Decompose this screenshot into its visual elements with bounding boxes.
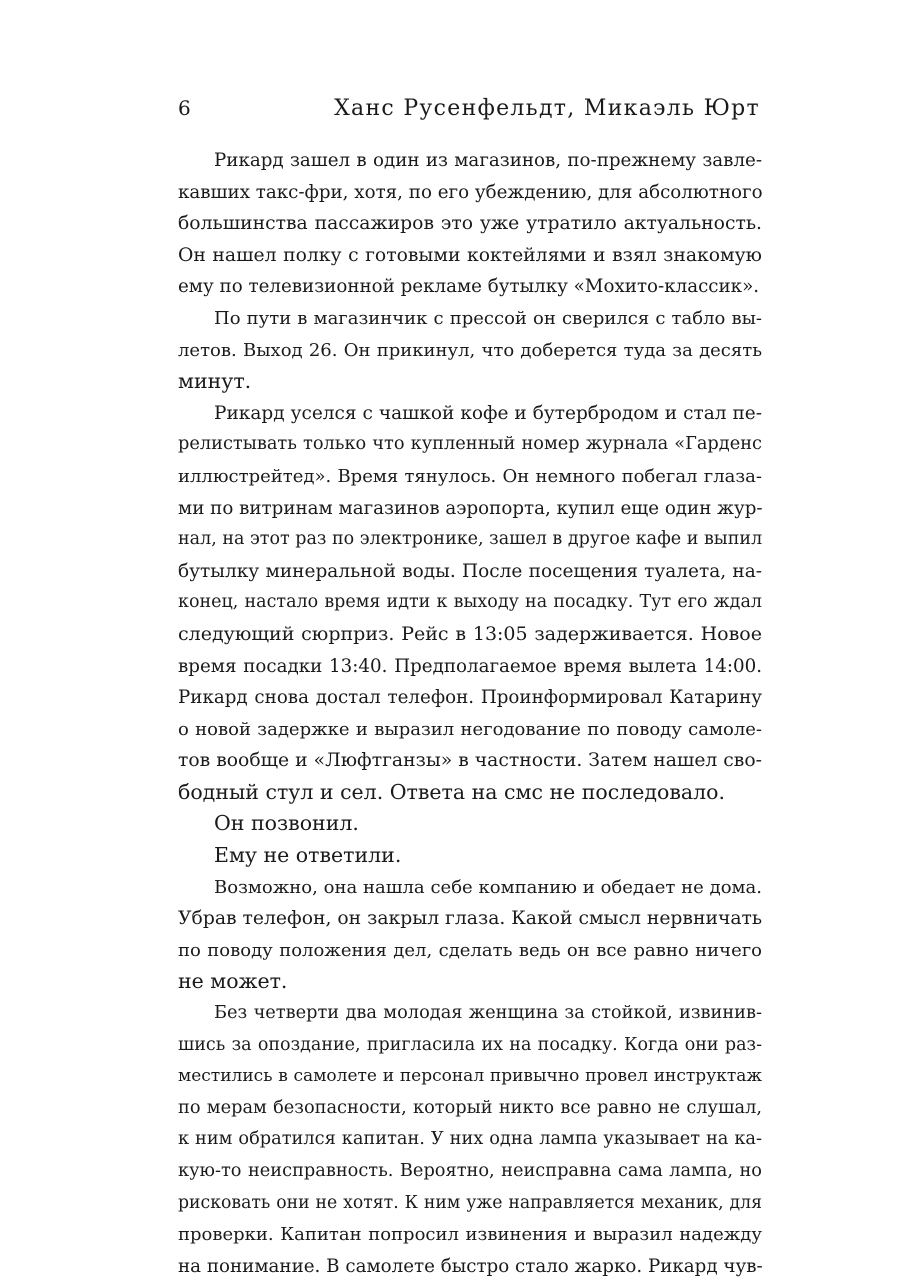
text-line: Он нашел полку с готовыми коктейлями и взял знакомую <box>178 244 762 266</box>
body-text <box>178 145 762 1282</box>
text-line: тов вообще и «Люфтганзы» в частности. Затем нашел сво- <box>178 750 762 772</box>
text-line: По пути в магазинчик с прессой он сверился с табло вы- <box>214 307 762 329</box>
text-line: Возможно, она нашла себе компанию и обедает не дома. <box>214 876 762 898</box>
text-line: летов. Выход 26. Он прикинул, что доберется туда за десять <box>178 339 762 361</box>
text-line: по поводу положения дел, сделать ведь он все равно ничего <box>178 939 762 961</box>
text-line: Ему не ответили. <box>214 843 402 868</box>
text-line: рисковать они не хотят. К ним уже направляется механик, для <box>178 1192 762 1213</box>
text-line: кавших такс-фри, хотя, по его убеждению, для абсолютного <box>178 181 763 203</box>
text-line: кую-то неисправность. Вероятно, неисправна сама лампа, но <box>178 1161 762 1181</box>
text-line: время посадки 13:40. Предполагаемое время вылета 14:00. <box>178 655 762 677</box>
text-line: релистывать только что купленный номер журнала «Гарденс <box>178 434 762 455</box>
text-line: ми по витринам магазинов аэропорта, купил еще один жур- <box>178 497 763 519</box>
page-number: 6 <box>178 96 191 120</box>
text-line: большинства пассажиров это уже утратило актуальность. <box>178 213 762 235</box>
text-line: по мерам безопасности, который никто все равно не слушал, <box>178 1097 762 1118</box>
text-line: Рикард зашел в один из магазинов, по-прежнему завле- <box>214 150 762 171</box>
text-line: следующий сюрприз. Рейс в 13:05 задерживается. Новое <box>178 622 762 645</box>
text-line: бодный стул и сел. Ответа на смс не последовало. <box>178 779 726 804</box>
text-line: не может. <box>178 969 288 994</box>
text-line: на понимание. В самолете быстро стало жарко. Рикард чув- <box>178 1255 763 1277</box>
text-line: Рикард уселся с чашкой кофе и бутербродом и стал пе- <box>214 402 762 424</box>
text-line: шись за опоздание, пригласила их на посадку. Когда они раз- <box>178 1034 762 1055</box>
running-head: Ханс Русенфельдт, Микаэль Юрт <box>334 96 760 121</box>
text-line: ему по телевизионной рекламе бутылку «Мохито-классик». <box>178 276 760 298</box>
text-line: Он позвонил. <box>214 811 359 836</box>
text-line: минут. <box>178 369 252 394</box>
text-line: о новой задержке и выразил негодование по поводу самоле- <box>178 718 762 740</box>
text-line: Убрав телефон, он закрыл глаза. Какой смысл нервничать <box>178 908 763 930</box>
text-line: проверки. Капитан попросил извинения и выразил надежду <box>178 1224 762 1246</box>
text-line: Рикард снова достал телефон. Проинформировал Катарину <box>178 687 762 709</box>
text-line: местились в самолете и персонал привычно провел инструктаж <box>178 1066 762 1087</box>
text-line: конец, настало время идти к выходу на посадку. Тут его ждал <box>178 592 762 613</box>
text-line: иллюстрейтед». Время тянулось. Он немного побегал глаза- <box>178 465 762 487</box>
text-line: нал, на этот раз по электронике, зашел в другое кафе и выпил <box>178 529 763 550</box>
text-line: к ним обратился капитан. У них одна лампа указывает на ка- <box>178 1129 762 1150</box>
page-header <box>178 96 760 130</box>
text-line: бутылку минеральной воды. После посещения туалета, на- <box>178 560 762 582</box>
text-line: Без четверти два молодая женщина за стойкой, извинив- <box>214 1003 762 1024</box>
